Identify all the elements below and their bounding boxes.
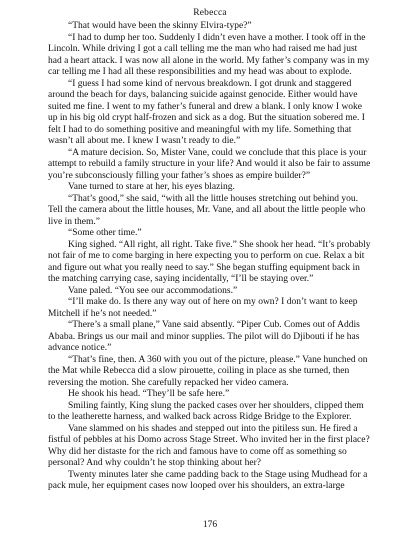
paragraph: “A mature decision. So, Mister Vane, could we conclude that this place is your attempt to rebuild a family structure in your life? And would it also be fair to assume you’re subconsciously filling your father’s shoes as empire builder?”	[48, 147, 371, 181]
paragraph: Vane slammed on his shades and stepped out into the pitiless sun. He fired a fistful of pebbles at his Domo across Stage Street. Who invited her in the first place? Why did her distaste for the rich and famous have to come off as something so personal? And why couldn’t he stop thinking about her?	[48, 423, 370, 468]
paragraph: “That’s fine, then. A 360 with you out of the picture, please.” Vane hunched on the Mat while Rebecca did a slow pirouette, coiling in place as she turned, then reversing the motion. She carefully repacked her video camera.	[48, 354, 368, 388]
paragraph: “Some other time.”	[68, 228, 142, 238]
paragraph: “There’s a small plane,” Vane said absently. “Piper Cub. Comes out of Addis Ababa. Brings us our mail and minor supplies. The pilot will do Djibouti if he has advance notice.”	[48, 320, 360, 353]
page-number: 176	[202, 520, 218, 530]
paragraph: Smiling faintly, King slung the packed cases over her shoulders, clipped them to the leatherette harness, and walked back across Ridge Bridge to the Explorer.	[48, 400, 364, 422]
paragraph: “I guess I had some kind of nervous breakdown. I got drunk and staggered around the beach for days, balancing suicide against genocide. Either would have suited me fine. I went to my father’s funeral and drew a blank. I only know I woke up in his big old crypt half-frozen and sick as a dog. But the situation sobered me. I felt I had to do something positive and meaningful with my life. Something that wasn’t all about me. I knew I wasn’t ready to die.”	[48, 78, 365, 146]
paragraph: King sighed. “All right, all right. Take five.” She shook her head. “It’s probably not fair of me to come barging in here expecting you to perform on cue. Relax a bit and figure out what you really need to say.” She began stuffing equipment back in the matching carrying case, saying incidentally, “I’ll be staying over.”	[48, 239, 371, 284]
paragraph: “That would have been the skinny Elvira-type?”	[68, 21, 252, 31]
paragraph: He shook his head. “They’ll be safe here.”	[68, 389, 230, 399]
paragraph: “I had to dump her too. Suddenly I didn’t even have a mother. I took off in the Lincoln. While driving I got a call telling me the man who had raised me had just had a heart attack. I was now all alone in the world. My father’s company was in my car telling me I had all these responsibilities and my head was about to explode.	[48, 32, 370, 77]
paragraph: Vane turned to stare at her, his eyes blazing.	[68, 182, 235, 192]
paragraph: Twenty minutes later she came padding back to the Stage using Mudhead for a pack mule, her equipment cases now looped over his shoulders, an extra-large	[48, 469, 368, 491]
paragraph: “I’ll make do. Is there any way out of here on my own? I don’t want to keep Mitchell if he’s not needed.”	[48, 297, 358, 319]
page-body	[48, 21, 371, 493]
paragraph: Vane paled. “You see our accommodations.”	[68, 285, 238, 296]
paragraph: “That’s good,” she said, “with all the little houses stretching out behind you. Tell the camera about the little houses, Mr. Vane, and all about the little people who live in them.”	[48, 193, 366, 227]
running-header: Rebecca	[193, 8, 227, 18]
